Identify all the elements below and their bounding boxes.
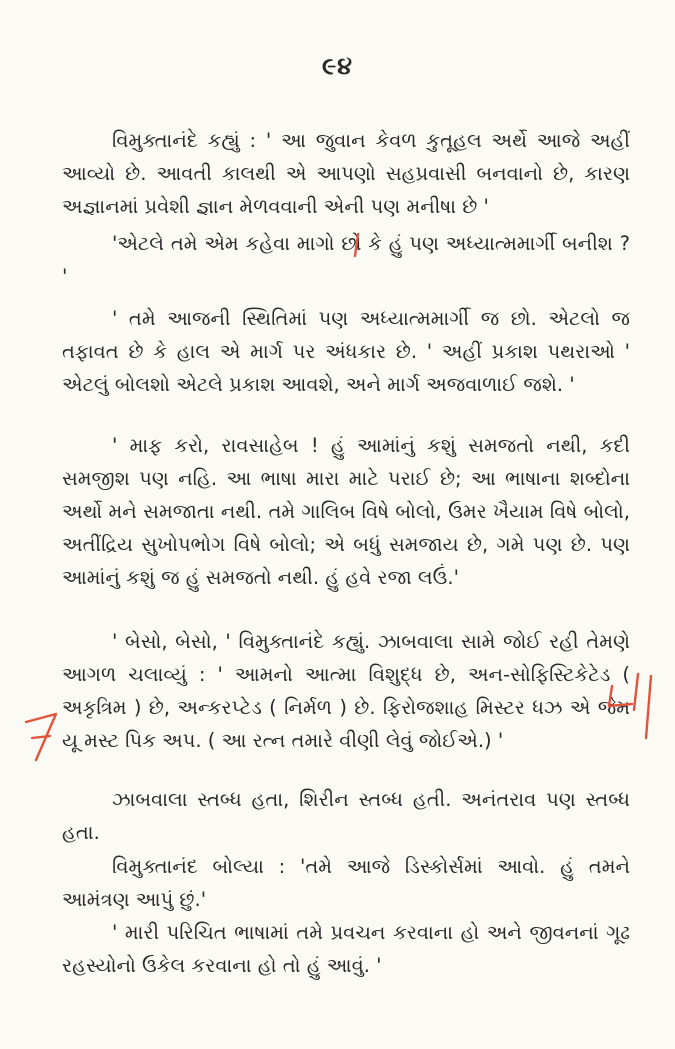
page-number: ૯૪ bbox=[321, 52, 354, 80]
paragraph: ' બેસો, બેસો, ' વિમુક્તાનંદે કહ્યું. ઝાબવાલા સામે જોઈ રહી તેમણે આગળ ચલાવ્યું : ' આમનો આત્મા વિશુદ્ધ છે, અન-સોફિસ્ટિકેટેડ ( અકૃત્રિમ ) છે, અન્કરપ્ટેડ ( નિર્મળ ) છે. ફિરોજશાહ મિસ્ટર ધઝ એ જેમ યૂ મસ્ટ પિક અપ. ( આ રત્ન તમારે વીણી લેવું જોઈએ.) ' bbox=[62, 630, 630, 752]
red-pen-stroke bbox=[634, 674, 638, 710]
paragraph: વિમુક્તાનંદે કહ્યું : ' આ જુવાન કેવળ કુતૂહલ અર્થે આજે અહીં આવ્યો છે. આવતી કાલથી એ આપણો સહપ્રવાસી બનવાનો છે, કારણ અજ્ઞાનમાં પ્રવેશી જ્ઞાન મેળવવાની એની પણ મનીષા છે ' bbox=[62, 129, 630, 218]
red-pen-stroke bbox=[646, 676, 651, 738]
paragraph: વિમુક્તાનંદ બોલ્યા : 'તમે આજે ડિસ્કોર્સમાં આવો. હું તમને આમંત્રણ આપું છું.' bbox=[62, 855, 630, 911]
red-pen-stroke bbox=[26, 714, 56, 760]
paragraph: ઝાબવાલા સ્તબ્ધ હતા, શિરીન સ્તબ્ધ હતી. અનંતરાવ પણ સ્તબ્ધ હતા. bbox=[62, 788, 630, 844]
paragraph: ' માફ કરો, રાવસાહેબ ! હું આમાંનું કશું સમજતો નથી, કદી સમજીશ પણ નહિ. આ ભાષા મારા માટે પરાઈ છે; આ ભાષાના શબ્દોના અર્થો મને સમજાતા નથી. તમે ગાલિબ વિષે બોલો, ઉમર ખૈયામ વિષે બોલો, અતીંદ્રિય સુખોપભોગ વિષે બોલો; એ બધું સમજાય છે, ગમે પણ છે. પણ આમાંનું કશું જ હું સમજતો નથી. હું હવે રજા લઉં.' bbox=[62, 434, 630, 589]
red-pen-seven-mark bbox=[22, 708, 62, 764]
paragraph: 'એટલે તમે એમ કહેવા માગો છો કે હું પણ અધ્યાત્મમાર્ગી બનીશ ? ' bbox=[62, 232, 630, 288]
paragraph: ' તમે આજની સ્થિતિમાં પણ અધ્યાત્મમાર્ગી જ છો. એટલો જ તફાવત છે કે હાલ એ માર્ગ પર અંધકાર છે. ' અહીં પ્રકાશ પથરાઓ ' એટલું બોલશો એટલે પ્રકાશ આવશે, અને માર્ગ અજવાળાઈ જશે. ' bbox=[62, 307, 630, 396]
red-pen-stroke bbox=[32, 736, 50, 738]
paragraph: ' મારી પરિચિત ભાષામાં તમે પ્રવચન કરવાના હો અને જીવનનાં ગૂઢ રહસ્યોનો ઉકેલ કરવાના હો તો હું આવું. ' bbox=[62, 921, 630, 977]
